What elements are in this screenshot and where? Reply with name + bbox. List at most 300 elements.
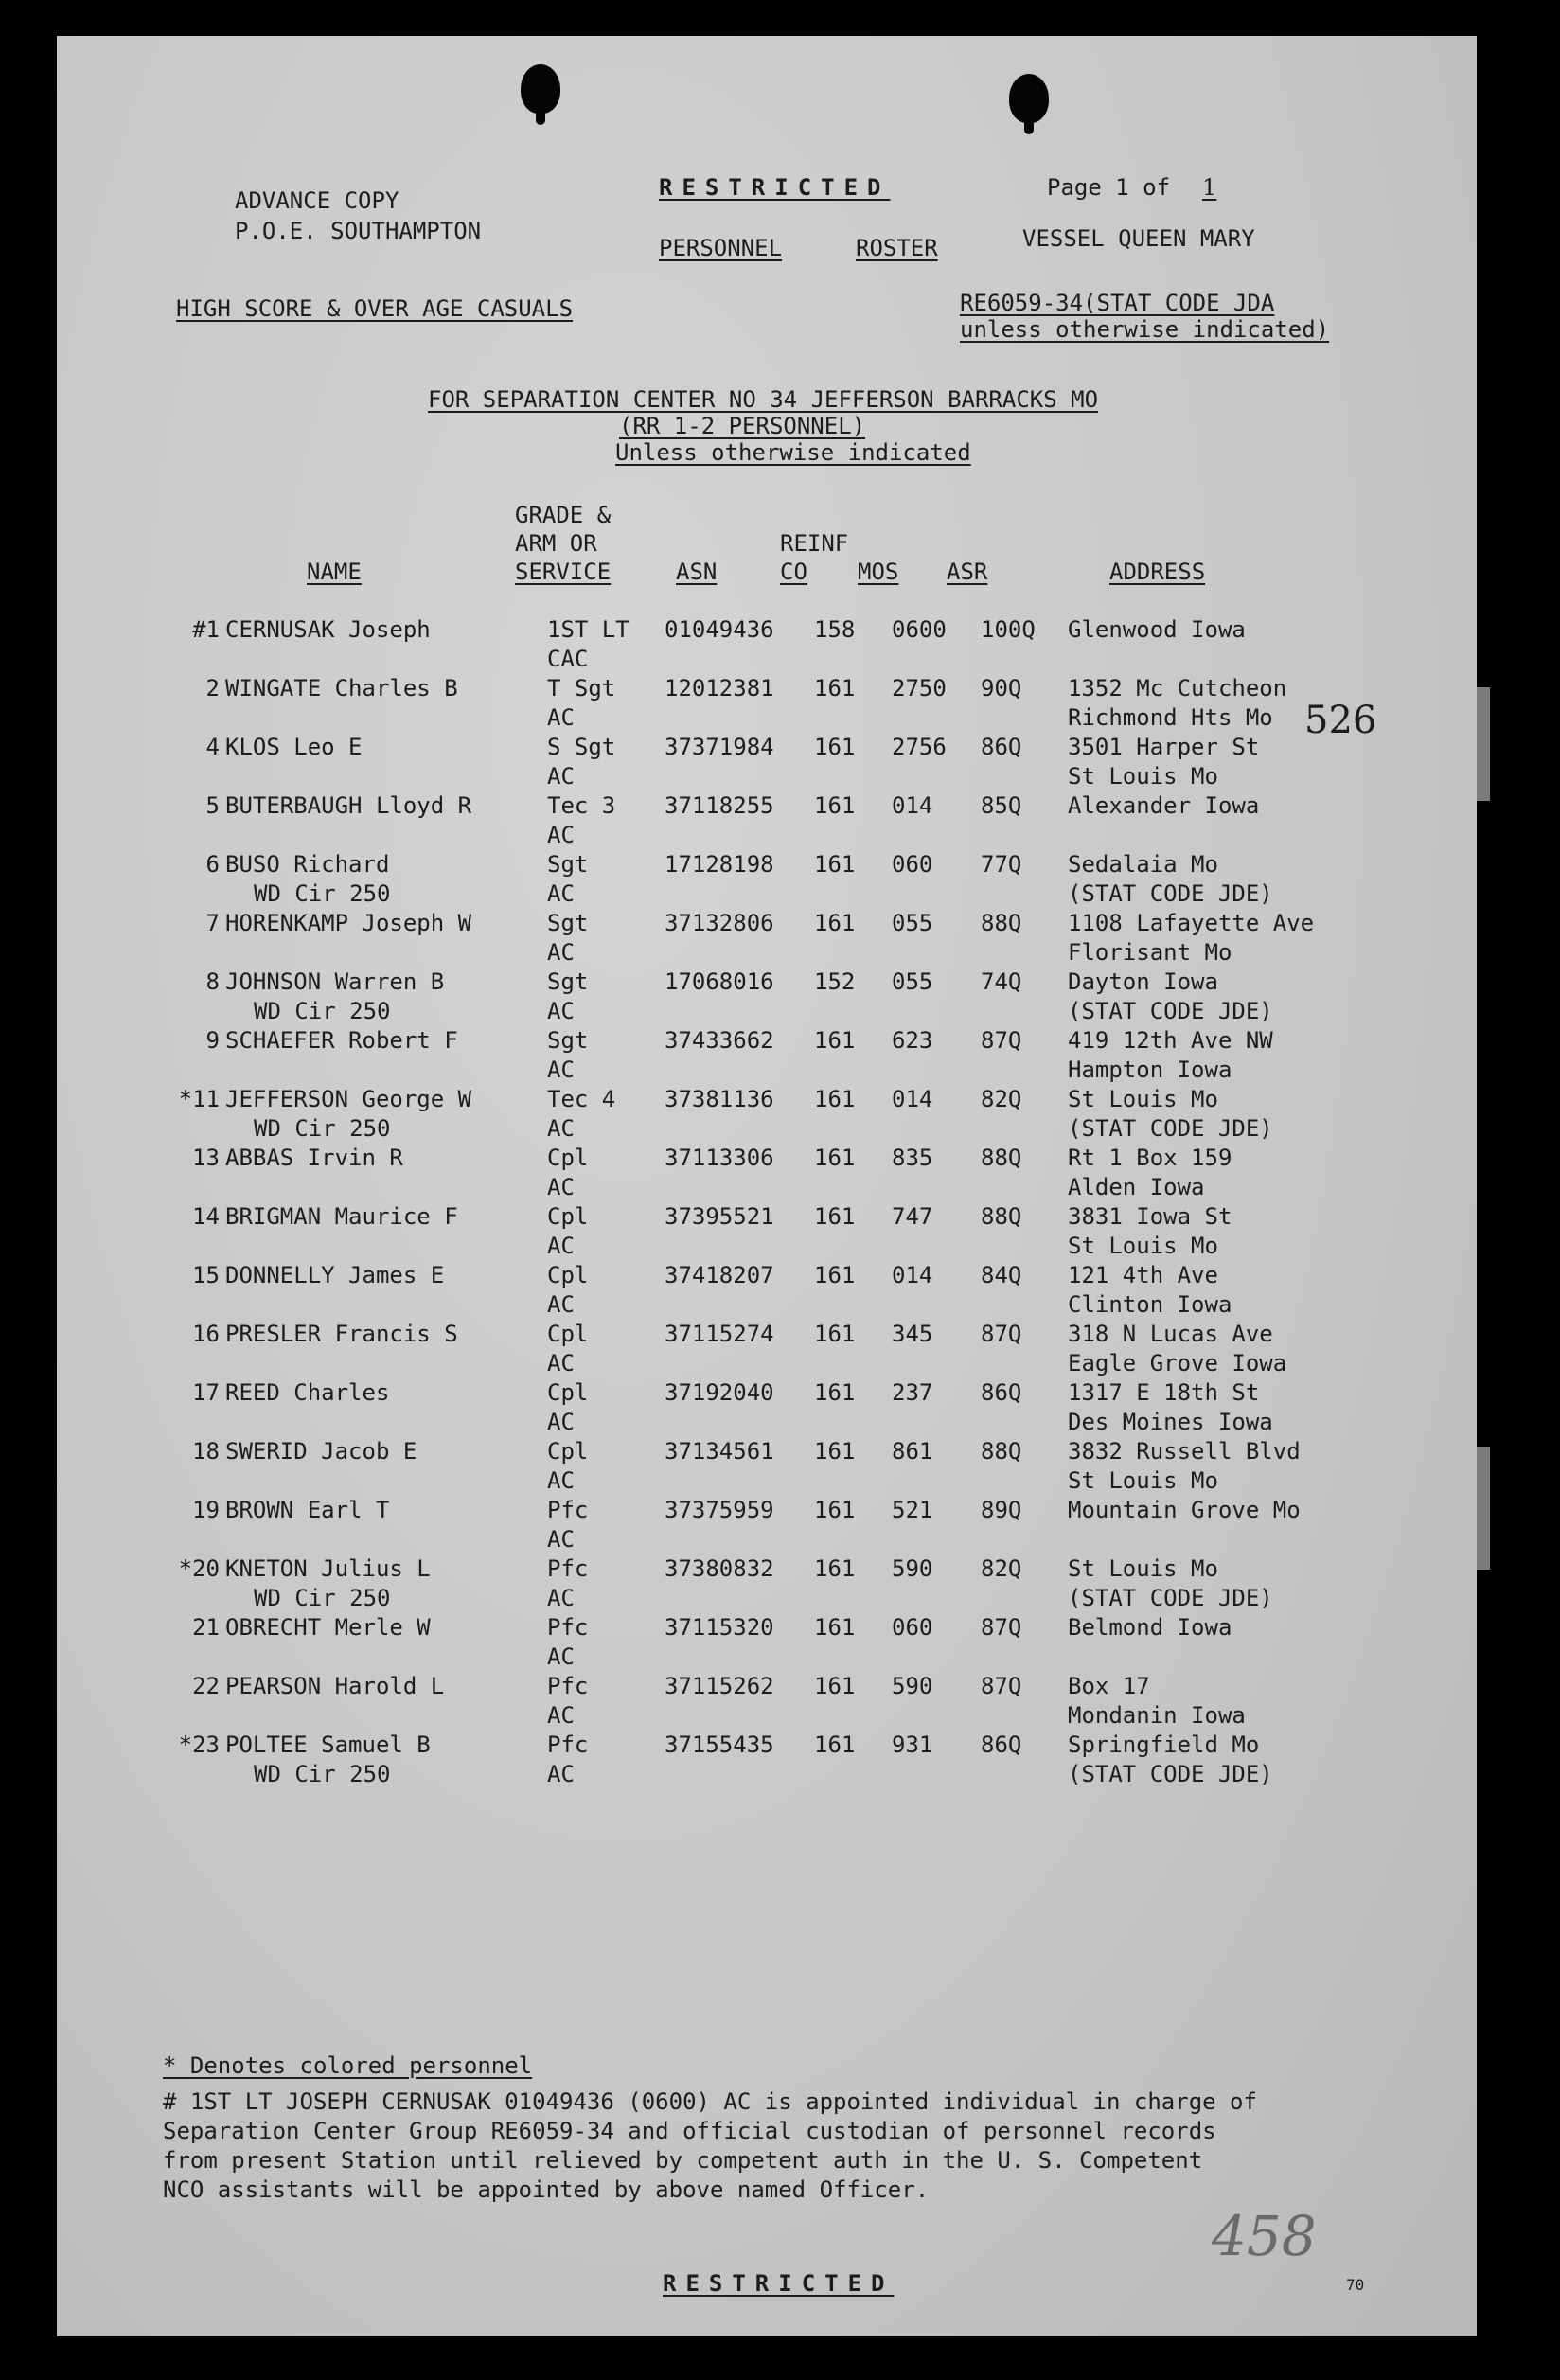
row-grade-line-2: AC (547, 1233, 575, 1259)
empty-cell (892, 1349, 981, 1378)
empty-cell (981, 1643, 1068, 1672)
empty-cell (163, 997, 225, 1026)
empty-cell (163, 762, 225, 791)
col-co: CO (780, 559, 807, 585)
row-mos: 014 (892, 1262, 933, 1288)
empty-cell (665, 1114, 814, 1144)
empty-cell (665, 1349, 814, 1378)
table-row (163, 733, 1352, 762)
row-asn: 12012381 (665, 675, 774, 702)
empty-cell (163, 1760, 225, 1789)
empty-cell (814, 1232, 892, 1261)
row-mos: 060 (892, 1614, 933, 1641)
table-row (163, 909, 1352, 938)
table-row (163, 1378, 1352, 1408)
row-mos: 521 (892, 1497, 933, 1523)
row-reinf-co: 161 (814, 1673, 856, 1699)
empty-cell (892, 938, 981, 968)
row-grade-line-2: AC (547, 1350, 575, 1376)
table-row (163, 1672, 1352, 1701)
row-name-line-2: WD Cir 250 (254, 1115, 391, 1142)
row-reinf-co: 161 (814, 1732, 856, 1758)
row-name-line-2 (225, 1349, 547, 1378)
empty-cell (163, 1584, 225, 1613)
casuals-label: HIGH SCORE & OVER AGE CASUALS (176, 295, 574, 322)
empty-cell (892, 1056, 981, 1085)
row-name: SWERID Jacob E (225, 1438, 417, 1465)
empty-cell (163, 1173, 225, 1202)
row-address: 318 N Lucas Ave (1068, 1321, 1273, 1347)
empty-cell (814, 1760, 892, 1789)
row-grade-line-2: AC (547, 939, 575, 966)
row-asn: 37115262 (665, 1673, 774, 1699)
empty-cell (814, 1349, 892, 1378)
row-address: 419 12th Ave NW (1068, 1027, 1273, 1054)
row-name: PRESLER Francis S (225, 1321, 458, 1347)
row-number: *11 (178, 1086, 220, 1112)
empty-cell (814, 1114, 892, 1144)
row-grade: Sgt (547, 1027, 589, 1054)
table-row-continuation (163, 1173, 1352, 1202)
empty-cell (892, 879, 981, 909)
empty-cell (665, 1173, 814, 1202)
row-grade-line-2: AC (547, 1585, 575, 1611)
empty-cell (163, 1056, 225, 1085)
table-row-continuation (163, 1408, 1352, 1437)
re-code-line-1: RE6059-34(STAT CODE JDA (960, 290, 1275, 316)
row-name: BROWN Earl T (225, 1497, 390, 1523)
row-name-line-2 (225, 938, 547, 968)
row-address-line-2 (1068, 1525, 1352, 1554)
row-asr: 84Q (981, 1262, 1022, 1288)
row-asr: 87Q (981, 1614, 1022, 1641)
row-mos: 014 (892, 1086, 933, 1112)
empty-cell (665, 938, 814, 968)
table-row (163, 1085, 1352, 1114)
row-address: 1317 E 18th St (1068, 1379, 1260, 1406)
row-name-line-2: WD Cir 250 (254, 1761, 391, 1787)
row-name: ABBAS Irvin R (225, 1145, 403, 1171)
empty-cell (665, 879, 814, 909)
empty-cell (163, 1290, 225, 1320)
row-asn: 37192040 (665, 1379, 774, 1406)
row-name: OBRECHT Merle W (225, 1614, 431, 1641)
table-row (163, 1026, 1352, 1056)
empty-cell (814, 821, 892, 850)
empty-cell (814, 1643, 892, 1672)
row-name: HORENKAMP Joseph W (225, 910, 472, 936)
row-reinf-co: 161 (814, 1262, 856, 1288)
row-mos: 237 (892, 1379, 933, 1406)
empty-cell (981, 821, 1068, 850)
empty-cell (665, 821, 814, 850)
row-address: 3831 Iowa St (1068, 1203, 1232, 1230)
row-mos: 931 (892, 1732, 933, 1758)
row-address-line-2: (STAT CODE JDE) (1068, 998, 1273, 1024)
separation-line-3: Unless otherwise indicated (615, 439, 971, 466)
row-name-line-2: WD Cir 250 (254, 880, 391, 907)
empty-cell (981, 938, 1068, 968)
table-row (163, 1202, 1352, 1232)
row-name: KLOS Leo E (225, 734, 363, 760)
empty-cell (163, 703, 225, 733)
roster-table (163, 615, 1352, 1789)
footnote-line-2: Separation Center Group RE6059-34 and official custodian of personnel records (163, 2118, 1216, 2144)
row-number: 4 (205, 734, 220, 760)
table-row-continuation (163, 1349, 1352, 1378)
empty-cell (814, 879, 892, 909)
row-address-line-2: Florisant Mo (1068, 939, 1232, 966)
punch-hole (1009, 74, 1049, 123)
poe-label: P.O.E. SOUTHAMPTON (235, 218, 482, 244)
row-grade: Pfc (547, 1614, 589, 1641)
empty-cell (981, 1760, 1068, 1789)
row-mos: 0600 (892, 616, 947, 643)
col-asr: ASR (947, 559, 988, 585)
row-mos: 055 (892, 968, 933, 995)
row-asn: 37433662 (665, 1027, 774, 1054)
row-name-line-2 (225, 1408, 547, 1437)
row-address: Mountain Grove Mo (1068, 1497, 1301, 1523)
roster-title-right: ROSTER (856, 235, 938, 261)
table-row-continuation (163, 1056, 1352, 1085)
row-name: CERNUSAK Joseph (225, 616, 431, 643)
table-row-continuation (163, 821, 1352, 850)
empty-cell (814, 1056, 892, 1085)
col-reinf: REINF (780, 530, 849, 557)
row-grade: T Sgt (547, 675, 616, 702)
row-name-line-2 (225, 1290, 547, 1320)
empty-cell (892, 1466, 981, 1496)
empty-cell (163, 1232, 225, 1261)
empty-cell (892, 1701, 981, 1731)
empty-cell (665, 645, 814, 674)
row-reinf-co: 161 (814, 1555, 856, 1582)
row-asn: 37380832 (665, 1555, 774, 1582)
row-grade-line-2: CAC (547, 646, 589, 672)
table-row (163, 1731, 1352, 1760)
row-address: 1352 Mc Cutcheon (1068, 675, 1287, 702)
punch-hole (521, 64, 560, 114)
empty-cell (892, 1760, 981, 1789)
row-grade-line-2: AC (547, 1409, 575, 1435)
row-grade-line-2: AC (547, 1057, 575, 1083)
table-row (163, 674, 1352, 703)
table-row-continuation (163, 1643, 1352, 1672)
empty-cell (665, 1701, 814, 1731)
col-mos: MOS (858, 559, 899, 585)
row-address-line-2: Mondanin Iowa (1068, 1702, 1246, 1729)
row-address-line-2: Hampton Iowa (1068, 1057, 1232, 1083)
row-grade: Cpl (547, 1379, 589, 1406)
row-mos: 835 (892, 1145, 933, 1171)
row-address: 121 4th Ave (1068, 1262, 1218, 1288)
empty-cell (981, 1114, 1068, 1144)
empty-cell (665, 1760, 814, 1789)
empty-cell (981, 1173, 1068, 1202)
row-asn: 37155435 (665, 1732, 774, 1758)
row-grade-line-2: AC (547, 1526, 575, 1553)
table-row (163, 615, 1352, 645)
row-asr: 85Q (981, 792, 1022, 819)
table-row (163, 1144, 1352, 1173)
page-total: 1 (1202, 174, 1217, 201)
table-row (163, 968, 1352, 997)
empty-cell (981, 703, 1068, 733)
empty-cell (665, 1525, 814, 1554)
row-address: St Louis Mo (1068, 1555, 1218, 1582)
roster-document (57, 36, 1477, 2336)
row-name-line-2 (225, 703, 547, 733)
footnote-colored: * Denotes colored personnel (163, 2052, 533, 2079)
row-address-line-2: (STAT CODE JDE) (1068, 1585, 1273, 1611)
row-address: 3832 Russell Blvd (1068, 1438, 1301, 1465)
empty-cell (665, 1643, 814, 1672)
empty-cell (163, 1525, 225, 1554)
row-asn: 37134561 (665, 1438, 774, 1465)
row-grade-line-2: AC (547, 763, 575, 790)
row-name-line-2 (225, 1173, 547, 1202)
row-reinf-co: 161 (814, 1438, 856, 1465)
table-row (163, 791, 1352, 821)
row-name: SCHAEFER Robert F (225, 1027, 458, 1054)
page-edge-tab (1477, 687, 1490, 801)
empty-cell (981, 762, 1068, 791)
row-number: 6 (205, 851, 220, 878)
row-number: #1 (192, 616, 220, 643)
table-row-continuation (163, 1466, 1352, 1496)
row-address-line-2: (STAT CODE JDE) (1068, 1115, 1273, 1142)
row-asr: 82Q (981, 1555, 1022, 1582)
row-grade-line-2: AC (547, 1174, 575, 1200)
row-reinf-co: 161 (814, 792, 856, 819)
row-grade: Cpl (547, 1203, 589, 1230)
empty-cell (981, 1466, 1068, 1496)
table-row-continuation (163, 1584, 1352, 1613)
row-reinf-co: 161 (814, 851, 856, 878)
row-name-line-2 (225, 762, 547, 791)
empty-cell (163, 1466, 225, 1496)
footnote-line-3: from present Station until relieved by competent auth in the U. S. Competent (163, 2147, 1203, 2174)
empty-cell (665, 762, 814, 791)
row-reinf-co: 161 (814, 734, 856, 760)
empty-cell (163, 645, 225, 674)
row-address-line-2: (STAT CODE JDE) (1068, 1761, 1273, 1787)
row-reinf-co: 161 (814, 1497, 856, 1523)
table-row-continuation (163, 762, 1352, 791)
row-asn: 37371984 (665, 734, 774, 760)
empty-cell (814, 762, 892, 791)
empty-cell (981, 1290, 1068, 1320)
row-name: REED Charles (225, 1379, 390, 1406)
row-number: 19 (192, 1497, 220, 1523)
row-grade-line-2: AC (547, 1702, 575, 1729)
row-reinf-co: 158 (814, 616, 856, 643)
row-number: 15 (192, 1262, 220, 1288)
empty-cell (981, 1349, 1068, 1378)
empty-cell (814, 1290, 892, 1320)
row-asr: 87Q (981, 1321, 1022, 1347)
row-address-line-2 (1068, 645, 1352, 674)
row-asr: 87Q (981, 1673, 1022, 1699)
row-asn: 37115274 (665, 1321, 774, 1347)
row-number: 2 (205, 675, 220, 702)
vessel-label: VESSEL QUEEN MARY (1022, 225, 1255, 252)
table-row-continuation (163, 1232, 1352, 1261)
roster-title-left: PERSONNEL (659, 235, 783, 261)
page-label: Page 1 of (1047, 174, 1171, 201)
row-name-line-2 (225, 1056, 547, 1085)
empty-cell (814, 1408, 892, 1437)
row-asr: 74Q (981, 968, 1022, 995)
row-address: Sedalaia Mo (1068, 851, 1218, 878)
empty-cell (665, 1056, 814, 1085)
row-address-line-2: Eagle Grove Iowa (1068, 1350, 1287, 1376)
empty-cell (814, 1701, 892, 1731)
row-name: BUTERBAUGH Lloyd R (225, 792, 472, 819)
empty-cell (665, 997, 814, 1026)
row-mos: 590 (892, 1555, 933, 1582)
table-row-continuation (163, 645, 1352, 674)
empty-cell (814, 997, 892, 1026)
row-number: 18 (192, 1438, 220, 1465)
empty-cell (981, 997, 1068, 1026)
row-grade: Pfc (547, 1732, 589, 1758)
row-asn: 37395521 (665, 1203, 774, 1230)
empty-cell (981, 1701, 1068, 1731)
row-reinf-co: 161 (814, 1614, 856, 1641)
row-grade-line-2: AC (547, 998, 575, 1024)
empty-cell (892, 1408, 981, 1437)
row-asr: 89Q (981, 1497, 1022, 1523)
row-address-line-2: Richmond Hts Mo (1068, 704, 1273, 731)
row-grade-line-2: AC (547, 704, 575, 731)
handwritten-number: 458 (1212, 2204, 1317, 2268)
row-number: 9 (205, 1027, 220, 1054)
row-name-line-2 (225, 821, 547, 850)
row-grade: S Sgt (547, 734, 616, 760)
row-reinf-co: 161 (814, 1027, 856, 1054)
footnote-line-4: NCO assistants will be appointed by above named Officer. (163, 2176, 930, 2203)
restricted-footer: RESTRICTED (663, 2270, 895, 2297)
row-address-line-2: (STAT CODE JDE) (1068, 880, 1273, 907)
row-address: Rt 1 Box 159 (1068, 1145, 1232, 1171)
empty-cell (981, 645, 1068, 674)
row-grade: Tec 3 (547, 792, 616, 819)
empty-cell (892, 1173, 981, 1202)
table-row (163, 1554, 1352, 1584)
table-row (163, 1320, 1352, 1349)
row-grade: Sgt (547, 851, 589, 878)
row-name-line-2: WD Cir 250 (254, 998, 391, 1024)
row-address: Alexander Iowa (1068, 792, 1260, 819)
row-reinf-co: 161 (814, 1203, 856, 1230)
row-mos: 060 (892, 851, 933, 878)
empty-cell (163, 1408, 225, 1437)
empty-cell (163, 879, 225, 909)
row-asn: 37132806 (665, 910, 774, 936)
row-name-line-2 (225, 1525, 547, 1554)
row-address: Belmond Iowa (1068, 1614, 1232, 1641)
separation-line-2: (RR 1-2 PERSONNEL) (619, 413, 866, 439)
row-number: 8 (205, 968, 220, 995)
row-address: 1108 Lafayette Ave (1068, 910, 1315, 936)
row-grade-line-2: AC (547, 1643, 575, 1670)
empty-cell (892, 703, 981, 733)
row-reinf-co: 161 (814, 910, 856, 936)
empty-cell (981, 1525, 1068, 1554)
empty-cell (665, 1408, 814, 1437)
empty-cell (892, 1584, 981, 1613)
empty-cell (981, 879, 1068, 909)
row-address-line-2 (1068, 1643, 1352, 1672)
row-grade: Pfc (547, 1497, 589, 1523)
row-mos: 345 (892, 1321, 933, 1347)
empty-cell (163, 1643, 225, 1672)
col-grade-line-3: SERVICE (515, 559, 612, 585)
page-stamp-number: 526 (1304, 699, 1377, 742)
empty-cell (892, 1525, 981, 1554)
row-grade-line-2: AC (547, 1115, 575, 1142)
row-name: POLTEE Samuel B (225, 1732, 431, 1758)
row-asn: 37418207 (665, 1262, 774, 1288)
row-name-line-2 (225, 645, 547, 674)
empty-cell (981, 1408, 1068, 1437)
empty-cell (981, 1056, 1068, 1085)
row-number: 14 (192, 1203, 220, 1230)
table-row (163, 1496, 1352, 1525)
table-row (163, 1613, 1352, 1643)
row-name: WINGATE Charles B (225, 675, 458, 702)
restricted-header: RESTRICTED (659, 174, 891, 201)
row-number: 7 (205, 910, 220, 936)
empty-cell (892, 821, 981, 850)
empty-cell (814, 1525, 892, 1554)
row-name-line-2 (225, 1701, 547, 1731)
empty-cell (665, 1584, 814, 1613)
row-address-line-2: St Louis Mo (1068, 763, 1218, 790)
row-number: 17 (192, 1379, 220, 1406)
empty-cell (163, 821, 225, 850)
table-row-continuation (163, 997, 1352, 1026)
empty-cell (892, 1114, 981, 1144)
empty-cell (892, 1643, 981, 1672)
row-grade: Pfc (547, 1555, 589, 1582)
row-name-line-2 (225, 1643, 547, 1672)
col-address: ADDRESS (1109, 559, 1206, 585)
empty-cell (892, 645, 981, 674)
re-code-line-2: unless otherwise indicated) (960, 316, 1330, 343)
row-address: Glenwood Iowa (1068, 616, 1246, 643)
row-name-line-2 (225, 1466, 547, 1496)
table-row-continuation (163, 703, 1352, 733)
row-grade: Cpl (547, 1438, 589, 1465)
row-number: 13 (192, 1145, 220, 1171)
row-address: St Louis Mo (1068, 1086, 1218, 1112)
row-reinf-co: 161 (814, 1145, 856, 1171)
row-asn: 37375959 (665, 1497, 774, 1523)
table-row-continuation (163, 938, 1352, 968)
row-asr: 77Q (981, 851, 1022, 878)
row-asn: 17128198 (665, 851, 774, 878)
row-address: 3501 Harper St (1068, 734, 1260, 760)
table-row-continuation (163, 1701, 1352, 1731)
table-row-continuation (163, 1114, 1352, 1144)
row-asn: 37115320 (665, 1614, 774, 1641)
table-row-continuation (163, 1760, 1352, 1789)
row-name: BUSO Richard (225, 851, 390, 878)
empty-cell (665, 703, 814, 733)
